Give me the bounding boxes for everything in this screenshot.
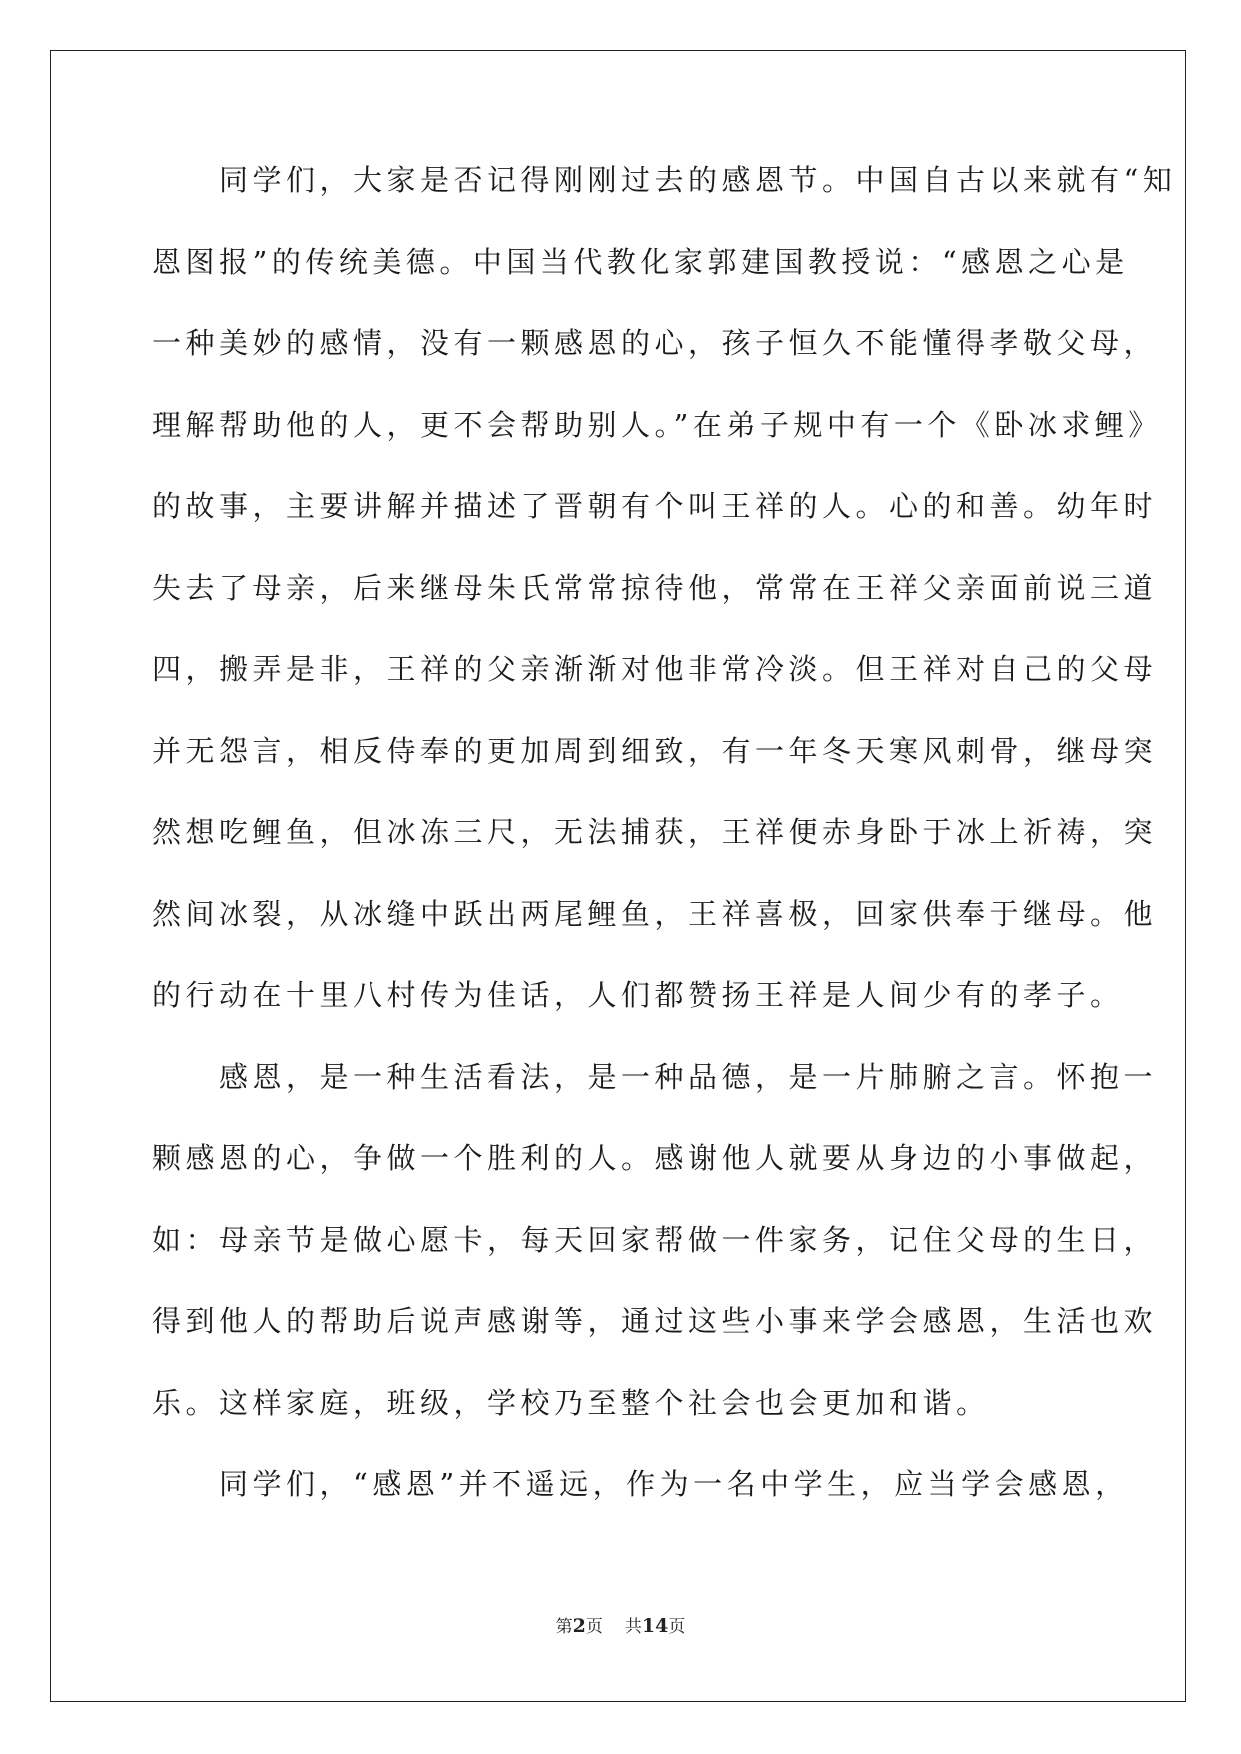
text-line: 颗感恩的心，争做一个胜利的人。感谢他人就要从身边的小事做起， [152, 1141, 1158, 1175]
page-suffix: 页 [585, 1617, 603, 1637]
page-prefix: 第 [555, 1617, 573, 1637]
text-line: 失去了母亲，后来继母朱氏常常掠待他，常常在王祥父亲面前说三道 [152, 570, 1158, 605]
total-suffix: 页 [668, 1617, 686, 1637]
text-line: 恩图报”的传统美德。中国当代教化家郭建国教授说：“感恩之心是 [152, 244, 1129, 279]
text-line: 同学们，大家是否记得刚刚过去的感恩节。中国自古以来就有“知 [152, 163, 1177, 197]
text-line: 然间冰裂，从冰缝中跃出两尾鲤鱼，王祥喜极，回家供奉于继母。他 [152, 896, 1158, 931]
text-line: 同学们，“感恩”并不遥远，作为一名中学生，应当学会感恩， [152, 1467, 1129, 1501]
text-line: 感恩，是一种生活看法，是一种品德，是一片肺腑之言。怀抱一 [152, 1059, 1158, 1094]
text-line: 的故事，主要讲解并描述了晋朝有个叫王祥的人。心的和善。幼年时 [152, 489, 1158, 523]
document-body [152, 160, 1177, 1546]
page-footer [0, 1612, 1241, 1637]
total-pages: 14 [641, 1615, 669, 1637]
text-line: 四，搬弄是非，王祥的父亲渐渐对他非常冷淡。但王祥对自己的父母 [152, 652, 1158, 686]
text-line: 一种美妙的感情，没有一颗感恩的心，孩子恒久不能懂得孝敬父母， [152, 326, 1158, 360]
text-line: 的行动在十里八村传为佳话，人们都赞扬王祥是人间少有的孝子。 [152, 978, 1124, 1012]
text-line: 如：母亲节是做心愿卡，每天回家帮做一件家务，记住父母的生日， [152, 1222, 1158, 1257]
text-line: 并无怨言，相反侍奉的更加周到细致，有一年冬天寒风刺骨，继母突 [152, 733, 1158, 768]
text-line: 然想吃鲤鱼，但冰冻三尺，无法捕获，王祥便赤身卧于冰上祈祷，突 [152, 815, 1158, 849]
text-line: 乐。这样家庭，班级，学校乃至整个社会也会更加和谐。 [152, 1385, 990, 1420]
page-number: 2 [572, 1615, 586, 1637]
total-prefix: 共 [624, 1617, 642, 1637]
text-line: 得到他人的帮助后说声感谢等，通过这些小事来学会感恩，生活也欢 [152, 1304, 1158, 1338]
text-line: 理解帮助他的人，更不会帮助别人。”在弟子规中有一个《卧冰求鲤》 [152, 407, 1162, 442]
